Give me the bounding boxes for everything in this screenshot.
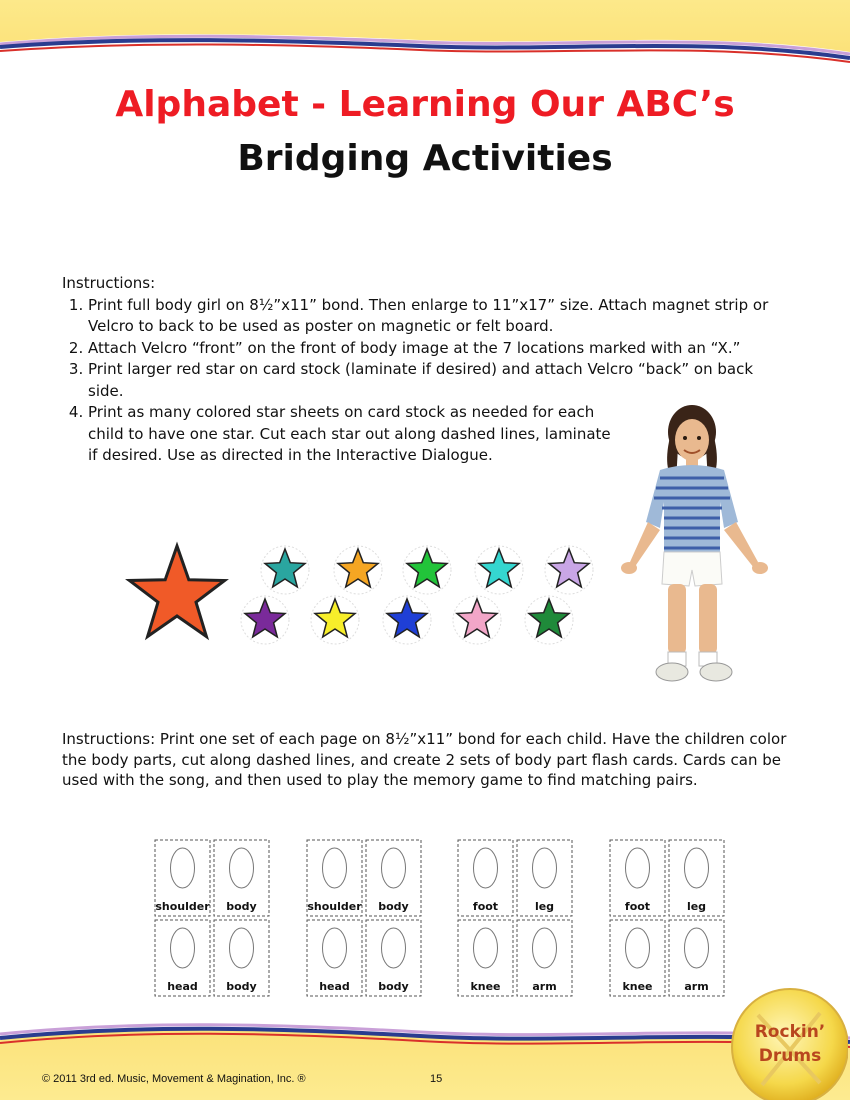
flash-card-label: body [226, 980, 257, 993]
flash-card-label: body [378, 900, 409, 913]
colored-star [265, 549, 305, 587]
colored-star [407, 549, 447, 587]
colored-star [479, 549, 519, 587]
flash-card-instructions: Instructions: Print one set of each page on 8½”x11” bond for each child. Have the children color the body parts, cut along dashed lines, and create 2 sets of body part flash cards. Cards can be used with the song, and then used to play the memory game to find matching pairs. [62, 730, 787, 789]
flash-card-label: shoulder [307, 900, 362, 913]
logo-text-line2: Drums [758, 1046, 822, 1066]
colored-star [457, 599, 497, 637]
copyright-notice: © 2011 3rd ed. Music, Movement & Magination, Inc. ® [42, 1073, 306, 1085]
instruction-step: 3. Print larger red star on card stock (laminate if desired) and attach Velcro “back” on back side. [88, 359, 792, 402]
flash-card-label: knee [470, 980, 501, 993]
instructions-heading: Instructions: [62, 274, 156, 292]
colored-star [529, 599, 569, 637]
flash-card-label: shoulder [155, 900, 210, 913]
bottom-decorative-band [0, 1010, 850, 1100]
colored-star [338, 549, 378, 587]
flash-card-label: leg [686, 900, 707, 913]
colored-star [387, 599, 427, 637]
flash-card-label: leg [534, 900, 555, 913]
instruction-step: 4. Print as many colored star sheets on card stock as needed for each child to have one star. Cut each star out along dashed lines, laminate if desired. Use as directed in the Interactive Dialogue. [88, 402, 618, 467]
flash-card-label: body [226, 900, 257, 913]
flash-card-label: body [378, 980, 409, 993]
flash-card-label: head [319, 980, 350, 993]
stars-illustration [125, 538, 605, 648]
flash-card-label: arm [684, 980, 709, 993]
flash-card-label: foot [472, 900, 499, 913]
logo-text-line1: Rockin’ [754, 1022, 826, 1042]
top-decorative-band [0, 0, 850, 80]
page-subtitle: Bridging Activities [237, 138, 613, 179]
colored-star [549, 549, 589, 587]
rockin-drums-logo [728, 985, 848, 1100]
flash-card-thumbnails [150, 835, 740, 1005]
girl-photo [620, 402, 770, 697]
large-red-star [129, 546, 224, 637]
flash-card-label: arm [532, 980, 557, 993]
page-title: Alphabet - Learning Our ABC’s [115, 84, 735, 125]
instruction-step: 1. Print full body girl on 8½”x11” bond. Then enlarge to 11”x17” size. Attach magnet strip or Velcro to back to be used as poster on magnetic or felt board. [88, 295, 792, 338]
flash-card-label: head [167, 980, 198, 993]
instruction-step: 2. Attach Velcro “front” on the front of body image at the 7 locations marked with an “X.” [88, 338, 792, 360]
flash-card-label: foot [624, 900, 651, 913]
colored-star [245, 599, 285, 637]
page-number: 15 [430, 1073, 443, 1085]
flash-card-label: knee [622, 980, 653, 993]
colored-star [315, 599, 355, 637]
